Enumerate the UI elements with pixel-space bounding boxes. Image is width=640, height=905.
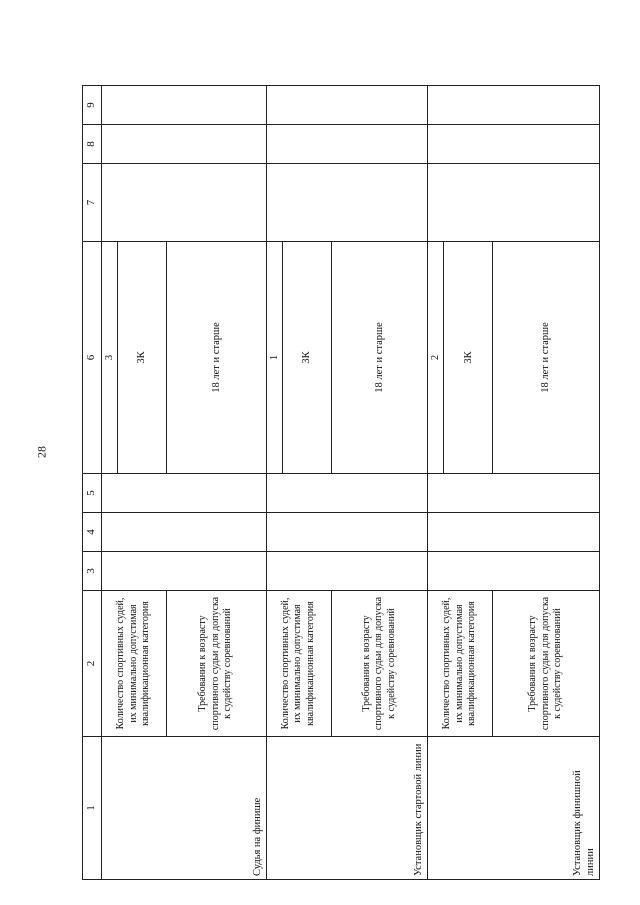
empty-cell xyxy=(266,125,428,164)
header-row xyxy=(83,86,102,880)
empty-cell xyxy=(101,552,266,591)
count-label-cell: Количество спортивных судей, их минимально допустимая квалификационная категория xyxy=(428,591,493,737)
table-row xyxy=(428,86,444,880)
empty-cell xyxy=(266,552,428,591)
col-header: 7 xyxy=(83,164,102,242)
category-value: 3К xyxy=(282,242,331,474)
rotated-table-wrapper xyxy=(82,86,600,880)
age-value: 18 лет и старше xyxy=(331,242,428,474)
empty-cell xyxy=(428,164,600,242)
empty-cell xyxy=(266,86,428,125)
table-row xyxy=(266,86,282,880)
role-cell: Установщик стартовой линии xyxy=(266,737,428,880)
table-row xyxy=(101,86,117,880)
col-header: 5 xyxy=(83,474,102,513)
age-value: 18 лет и старше xyxy=(166,242,266,474)
count-value: 2 xyxy=(428,242,444,474)
category-value: 3К xyxy=(444,242,493,474)
age-label-cell: Требования к возрасту спортивного судьи для допуска к судейству соревнований xyxy=(166,591,266,737)
role-cell: Установщик финишной линии xyxy=(428,737,600,880)
count-value: 3 xyxy=(101,242,117,474)
category-value: 3К xyxy=(117,242,166,474)
count-label-cell: Количество спортивных судей, их минимально допустимая квалификационная категория xyxy=(101,591,166,737)
empty-cell xyxy=(266,474,428,513)
col-header: 6 xyxy=(83,242,102,474)
col-header: 3 xyxy=(83,552,102,591)
role-cell: Судья на финише xyxy=(101,737,266,880)
empty-cell xyxy=(101,125,266,164)
col-header: 2 xyxy=(83,591,102,737)
empty-cell xyxy=(266,513,428,552)
age-value: 18 лет и старше xyxy=(493,242,600,474)
empty-cell xyxy=(266,164,428,242)
col-header: 9 xyxy=(83,86,102,125)
empty-cell xyxy=(428,474,600,513)
col-header: 8 xyxy=(83,125,102,164)
empty-cell xyxy=(101,513,266,552)
age-label-cell: Требования к возрасту спортивного судьи для допуска к судейству соревнований xyxy=(331,591,428,737)
empty-cell xyxy=(101,474,266,513)
empty-cell xyxy=(428,125,600,164)
empty-cell xyxy=(101,86,266,125)
col-header: 1 xyxy=(83,737,102,880)
count-label-cell: Количество спортивных судей, их минимально допустимая квалификационная категория xyxy=(266,591,331,737)
col-header: 4 xyxy=(83,513,102,552)
page-number: 28 xyxy=(34,446,49,458)
age-label-cell: Требования к возрасту спортивного судьи для допуска к судейству соревнований xyxy=(493,591,600,737)
empty-cell xyxy=(428,513,600,552)
referee-requirements-table xyxy=(82,85,600,880)
empty-cell xyxy=(428,552,600,591)
count-value: 1 xyxy=(266,242,282,474)
empty-cell xyxy=(101,164,266,242)
empty-cell xyxy=(428,86,600,125)
